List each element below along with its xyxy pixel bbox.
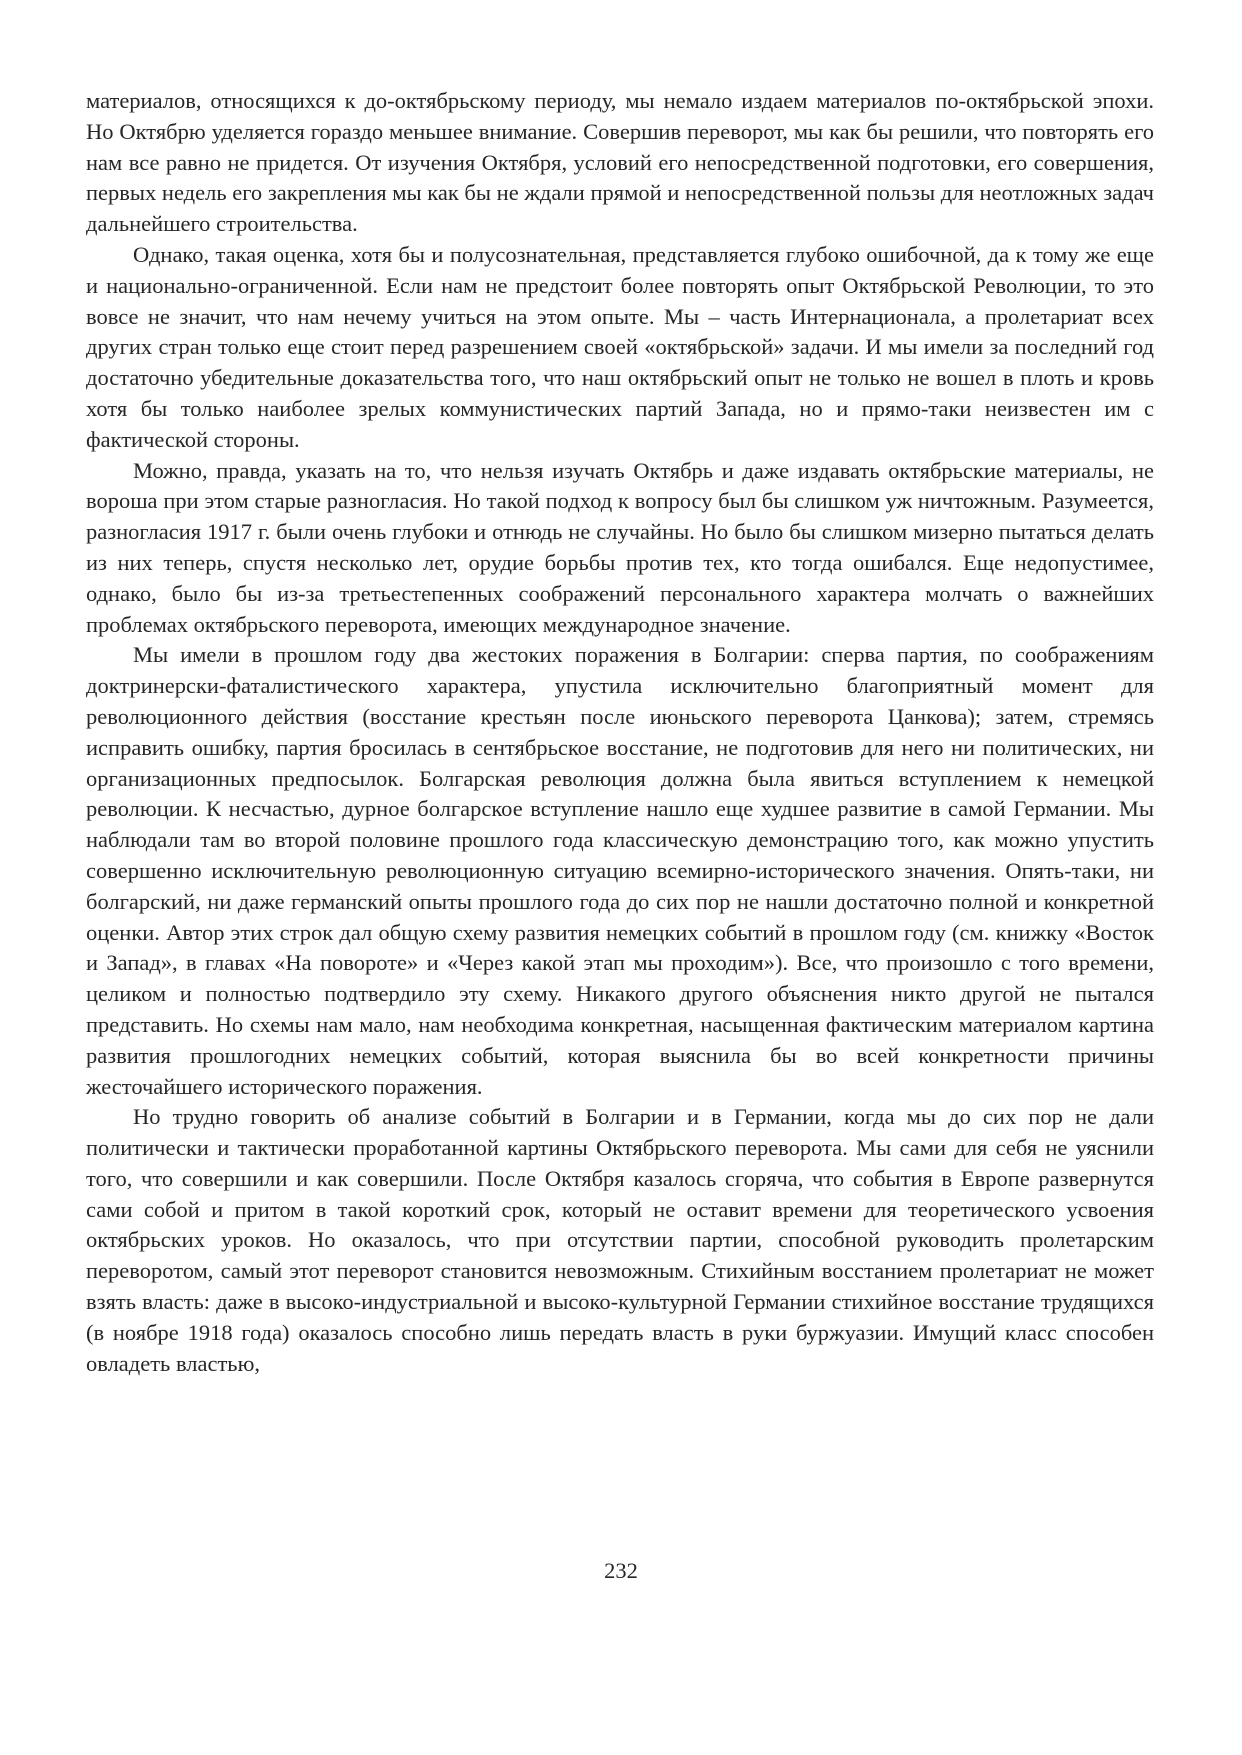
paragraph: Можно, правда, указать на то, что нельзя изучать Октябрь и даже издавать октябрьские материалы, не вороша при этом старые разногласия. Но такой подход к вопросу был бы слишком уж ничтожным. Разумеется, разногласия 1917 г. были очень глубоки и отнюдь не случайны. Но было бы слишком мизерно пытаться делать из них теперь, спустя несколько лет, орудие борьбы против тех, кто тогда ошибался. Еще недопустимее, однако, было бы из-за третьестепенных соображений персонального характера молчать о важнейших проблемах октябрьского переворота, имеющих международное значение. bbox=[86, 457, 1154, 637]
paragraph: Но трудно говорить об анализе событий в Болгарии и в Германии, когда мы до сих пор не дали политически и тактически проработанной картины Октябрьского переворота. Мы сами для себя не уяснили того, что совершили и как совершили. После Октября казалось сгоряча, что события в Европе развернутся сами собой и притом в такой короткий срок, который не оставит времени для теоретического усвоения октябрьских уроков. Но оказалось, что при отсутствии партии, способной руководить пролетарским переворотом, самый этот переворот становится невозможным. Стихийным восстанием пролетариат не может взять власть: даже в высоко-индустриальной и высоко-культурной Германии стихийное восстание трудящихся (в ноябре 1918 года) оказалось способно лишь передать власть в руки буржуазии. Имущий класс способен овладеть властью, bbox=[86, 1104, 1154, 1376]
body-text bbox=[86, 86, 1154, 1379]
paragraph: Однако, такая оценка, хотя бы и полусознательная, представляется глубоко ошибочной, да к тому же еще и национально-ограниченной. Если нам не предстоит более повторять опыт Октябрьской Революции, то это вовсе не значит, что нам нечему учиться на этом опыте. Мы – часть Интернационала, а пролетариат всех других стран только еще стоит перед разрешением своей «октябрьской» задачи. И мы имели за последний год достаточно убедительные доказательства того, что наш октябрьский опыт не только не вошел в плоть и кровь хотя бы только наиболее зрелых коммунистических партий Запада, но и прямо-таки неизвестен им с фактической стороны. bbox=[86, 241, 1154, 452]
page-number: 232 bbox=[604, 1558, 638, 1583]
paragraph-continued: материалов, относящихся к до-октябрьскому периоду, мы немало издаем материалов по-октябрьской эпохи. Но Октябрю уделяется гораздо меньшее внимание. Совершив переворот, мы как бы решили, что повторять его нам все равно не придется. От изучения Октября, условий его непосредственной подготовки, его совершения, первых недель его закрепления мы как бы не ждали прямой и непосредственной пользы для неотложных задач дальнейшего строительства. bbox=[86, 88, 1154, 237]
paragraph: Мы имели в прошлом году два жестоких поражения в Болгарии: сперва партия, по соображениям доктринерски-фаталистического характера, упустила исключительно благоприятный момент для революционного действия (восстание крестьян после июньского переворота Цанкова); затем, стремясь исправить ошибку, партия бросилась в сентябрьское восстание, не подготовив для него ни политических, ни организационных предпосылок. Болгарская революция должна была явиться вступлением к немецкой революции. К несчастью, дурное болгарское вступление нашло еще худшее развитие в самой Германии. Мы наблюдали там во второй половине прошлого года классическую демонстрацию того, как можно упустить совершенно исключительную революционную ситуацию всемирно-исторического значения. Опять-таки, ни болгарский, ни даже германский опыты прошлого года до сих пор не нашли достаточно полной и конкретной оценки. Автор этих строк дал общую схему развития немецких событий в прошлом году (см. книжку «Восток и Запад», в главах «На повороте» и «Через какой этап мы проходим»). Все, что произошло с того времени, целиком и полностью подтвердило эту схему. Никакого другого объяснения никто другой не пытался представить. Но схемы нам мало, нам необходима конкретная, насыщенная фактическим материалом картина развития прошлогодних немецких событий, которая выяснила бы во всей конкретности причины жесточайшего исторического поражения. bbox=[86, 642, 1154, 1099]
